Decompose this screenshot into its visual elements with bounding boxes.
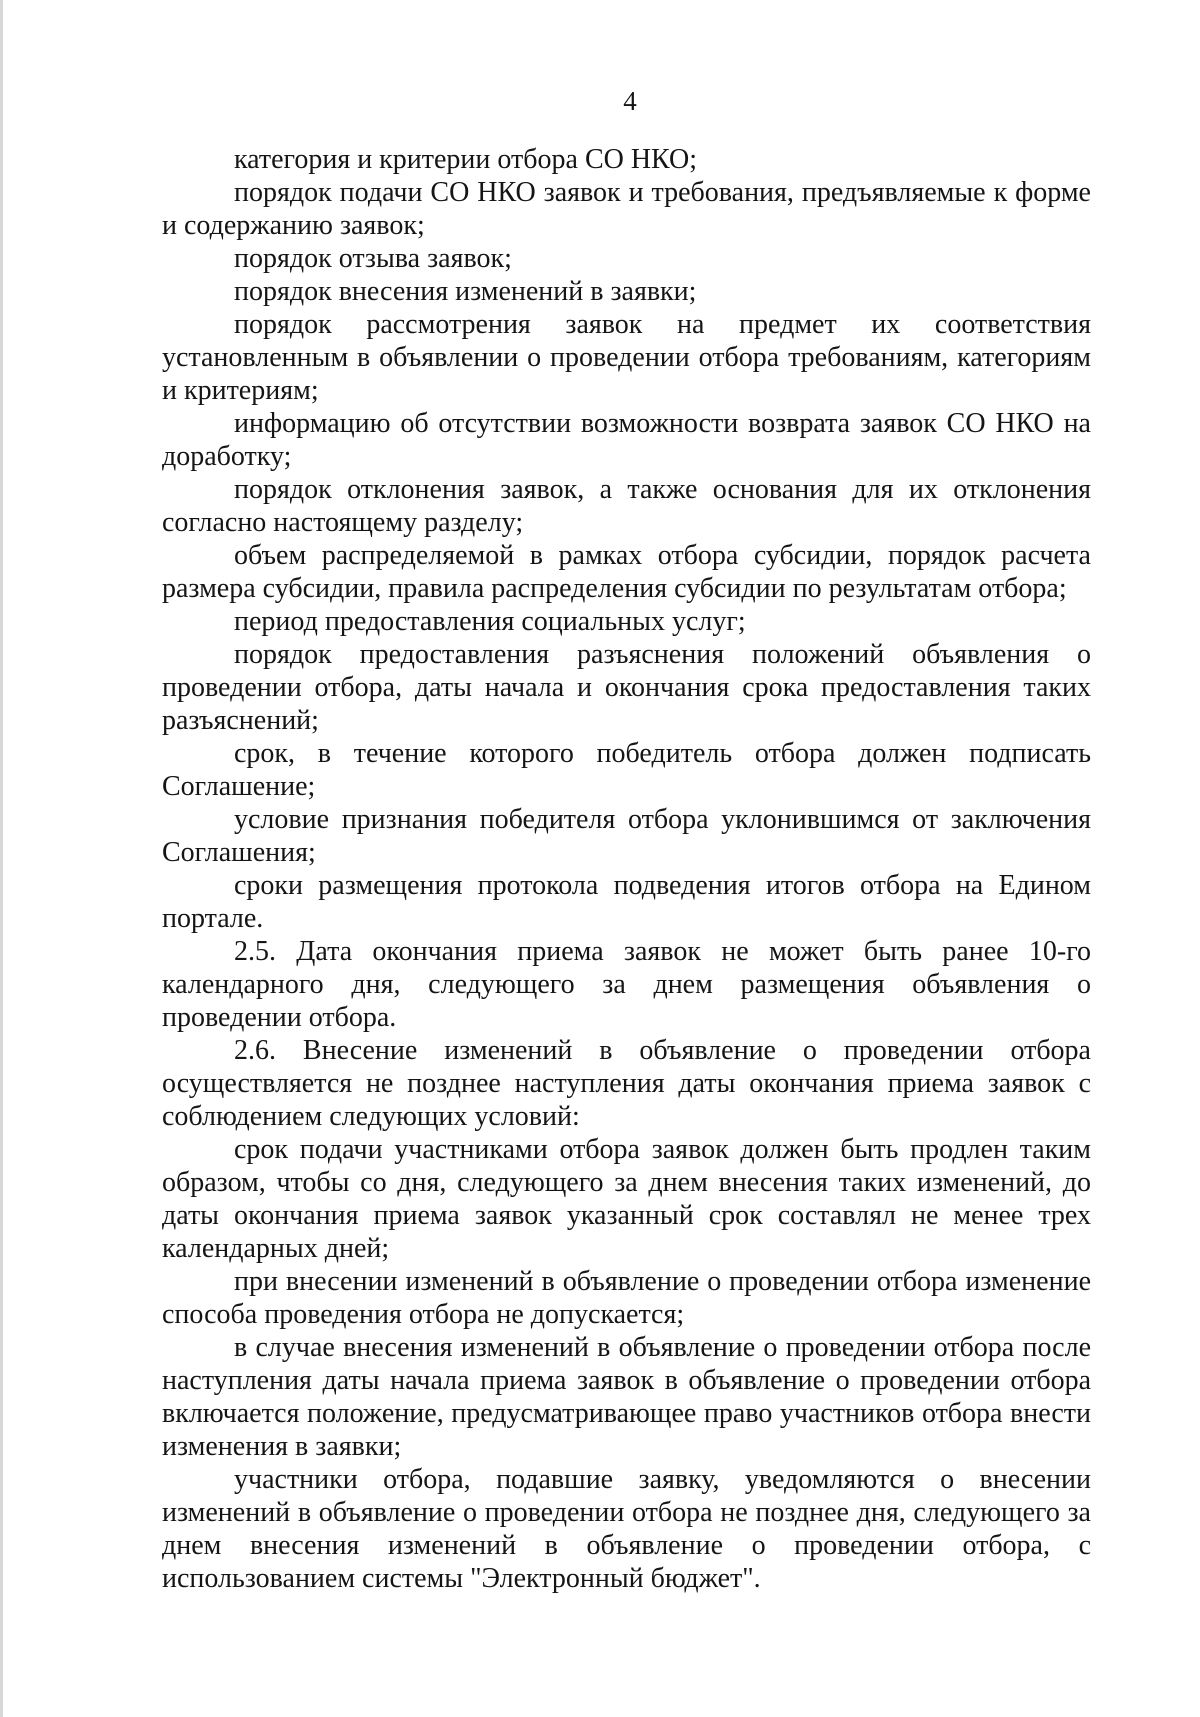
paragraph: порядок внесения изменений в заявки;	[234, 276, 697, 307]
paragraph: 2.5. Дата окончания приема заявок не может быть ранее 10-го календарного дня, следующего за днем размещения объявления о проведении отбора.	[162, 936, 1091, 1033]
paragraph: срок, в течение которого победитель отбора должен подписать Соглашение;	[162, 738, 1091, 802]
paragraph: порядок рассмотрения заявок на предмет их соответствия установленным в объявлении о проведении отбора требованиям, категориям и критериям;	[162, 309, 1091, 406]
paragraph: информацию об отсутствии возможности возврата заявок СО НКО на доработку;	[162, 408, 1091, 472]
page-number: 4	[623, 86, 637, 116]
paragraph: 2.6. Внесение изменений в объявление о проведении отбора осуществляется не позднее наступления даты окончания приема заявок с соблюдением следующих условий:	[162, 1035, 1091, 1132]
paragraph: категория и критерии отбора СО НКО;	[234, 144, 698, 175]
paragraph: участники отбора, подавшие заявку, уведомляются о внесении изменений в объявление о проведении отбора не позднее дня, следующего за днем внесения изменений в объявление о проведении отбора, с использованием системы "Электронный бюджет".	[162, 1464, 1091, 1594]
paragraph: порядок отзыва заявок;	[234, 243, 512, 274]
paragraph: порядок отклонения заявок, а также основания для их отклонения согласно настоящему разделу;	[162, 474, 1091, 538]
paragraph: в случае внесения изменений в объявление о проведении отбора после наступления даты начала приема заявок в объявление о проведении отбора включается положение, предусматривающее право участников отбора внести изменения в заявки;	[162, 1332, 1091, 1462]
paragraph: срок подачи участниками отбора заявок должен быть продлен таким образом, чтобы со дня, следующего за днем внесения таких изменений, до даты окончания приема заявок указанный срок составлял не менее трех календарных дней;	[162, 1134, 1091, 1264]
paragraph: при внесении изменений в объявление о проведении отбора изменение способа проведения отбора не допускается;	[162, 1266, 1091, 1330]
document-body	[162, 143, 1091, 1595]
paragraph: порядок подачи СО НКО заявок и требования, предъявляемые к форме и содержанию заявок;	[162, 177, 1091, 241]
paragraph: объем распределяемой в рамках отбора субсидии, порядок расчета размера субсидии, правила распределения субсидии по результатам отбора;	[162, 540, 1091, 604]
paragraph: условие признания победителя отбора уклонившимся от заключения Соглашения;	[162, 804, 1091, 868]
paragraph: период предоставления социальных услуг;	[234, 606, 746, 637]
paragraph: порядок предоставления разъяснения положений объявления о проведении отбора, даты начала и окончания срока предоставления таких разъяснений;	[162, 639, 1091, 736]
page-edge	[0, 0, 3, 1717]
paragraph: сроки размещения протокола подведения итогов отбора на Едином портале.	[162, 870, 1091, 934]
